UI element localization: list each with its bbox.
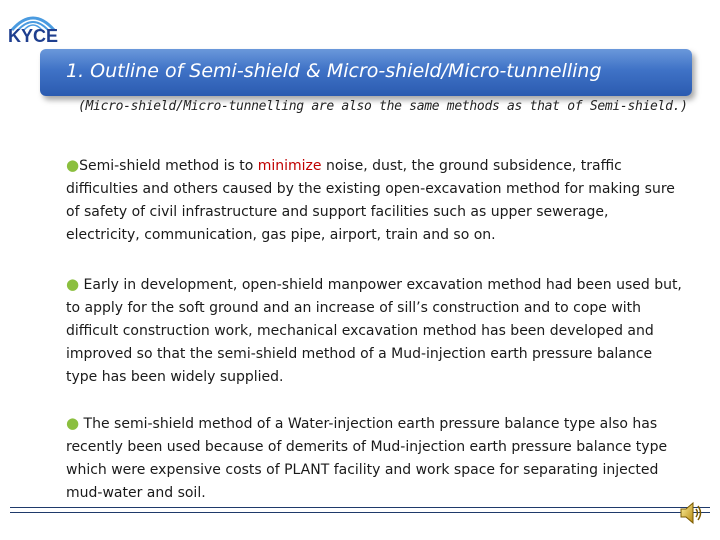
logo-text: KYCE [7,26,58,46]
paragraph-1-text-after: noise, dust, the ground subsidence, traffic difficulties and others caused by the existing open-excavation method for making sure of safety of civil infrastructure and support facilities such as upper sewerage, electricity, communication, gas pipe, airport, train and so on. [66,158,675,243]
bullet-icon: ● [66,275,80,293]
subtitle: (Micro-shield/Micro-tunnelling are also the same methods as that of Semi-shield.) [78,99,688,114]
footer-divider [10,507,710,508]
bullet-icon: ● [66,414,80,432]
paragraph-1-text-before: Semi-shield method is to [79,158,258,174]
highlight-word: minimize [257,158,322,174]
title-bar [40,49,692,96]
paragraph-2-text: Early in development, open-shield manpower excavation method had been used but, to apply for the soft ground and an increase of sill’s construction and to cope with difficult construction work, mechanical excavation method has been developed and improved so that the semi-shield method of a Mud-injection earth pressure balance type has been widely supplied. [66,277,682,385]
logo [6,10,60,48]
paragraph-2 [66,273,684,389]
paragraph-1 [66,154,684,247]
paragraph-3 [66,412,684,505]
paragraph-3-text: The semi-shield method of a Water-injection earth pressure balance type also has recently been used because of demerits of Mud-injection earth pressure balance type which were expensive costs of PLANT facility and work space for separating injected mud-water and soil. [66,416,668,501]
footer-divider-2 [10,512,710,513]
page-title: 1. Outline of Semi-shield & Micro-shield/Micro-tunnelling [66,60,602,82]
speaker-icon[interactable] [678,500,704,526]
bullet-icon: ● [66,156,80,174]
